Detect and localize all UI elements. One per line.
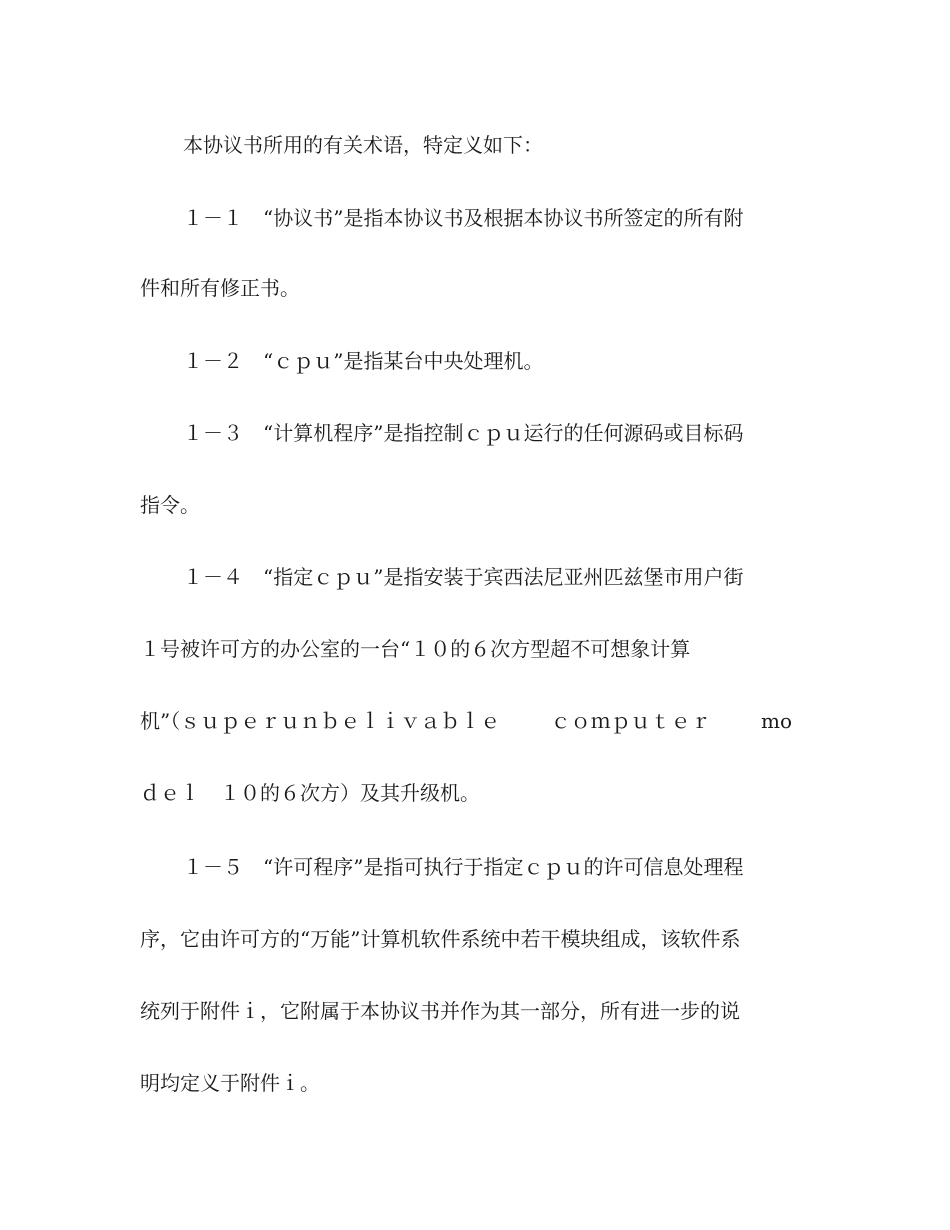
clause-1-4-line-4: ｄｅｌ １０的６次方）及其升级机。 bbox=[140, 781, 480, 805]
intro-line: 本协议书所用的有关术语，特定义如下： bbox=[183, 133, 543, 157]
clause-1-3-line-1: １－３ “计算机程序”是指控制ｃｐｕ运行的任何源码或目标码 bbox=[183, 421, 744, 445]
clause-1-2-line-1: １－２ “ｃｐｕ”是指某台中央处理机。 bbox=[183, 349, 544, 373]
clause-1-1-line-2: 件和所有修正书。 bbox=[140, 276, 300, 300]
clause-1-5-line-3: 统列于附件ｉ，它附属于本协议书并作为其一部分，所有进一步的说 bbox=[140, 999, 740, 1023]
clause-1-1-line-1: １－１ “协议书”是指本协议书及根据本协议书所签定的所有附 bbox=[183, 206, 744, 230]
clause-1-4-line-3-part-1: 机”（ｓｕｐｅｒｕｎｂｅｌｉｖａｂｌｅ bbox=[140, 709, 501, 733]
clause-1-5-line-2: 序，它由许可方的“万能”计算机软件系统中若干模块组成，该软件系 bbox=[140, 927, 741, 951]
clause-1-4-line-1: １－４ “指定ｃｐｕ”是指安装于宾西法尼亚州匹兹堡市用户街 bbox=[183, 565, 744, 589]
clause-1-4-line-3 bbox=[140, 706, 792, 736]
clause-1-3-line-2: 指令。 bbox=[140, 493, 200, 517]
clause-1-5-line-4: 明均定义于附件ｉ。 bbox=[140, 1071, 320, 1095]
clause-1-4-line-2: １号被许可方的办公室的一台“１０的６次方型超不可想象计算 bbox=[140, 637, 691, 661]
clause-1-5-line-1: １－５ “许可程序”是指可执行于指定ｃｐｕ的许可信息处理程 bbox=[183, 855, 744, 879]
clause-1-4-line-3-part-2: ｃｏｍｐｕｔｅｒ bbox=[550, 709, 711, 733]
clause-1-4-line-3-part-3: mo bbox=[760, 709, 792, 733]
